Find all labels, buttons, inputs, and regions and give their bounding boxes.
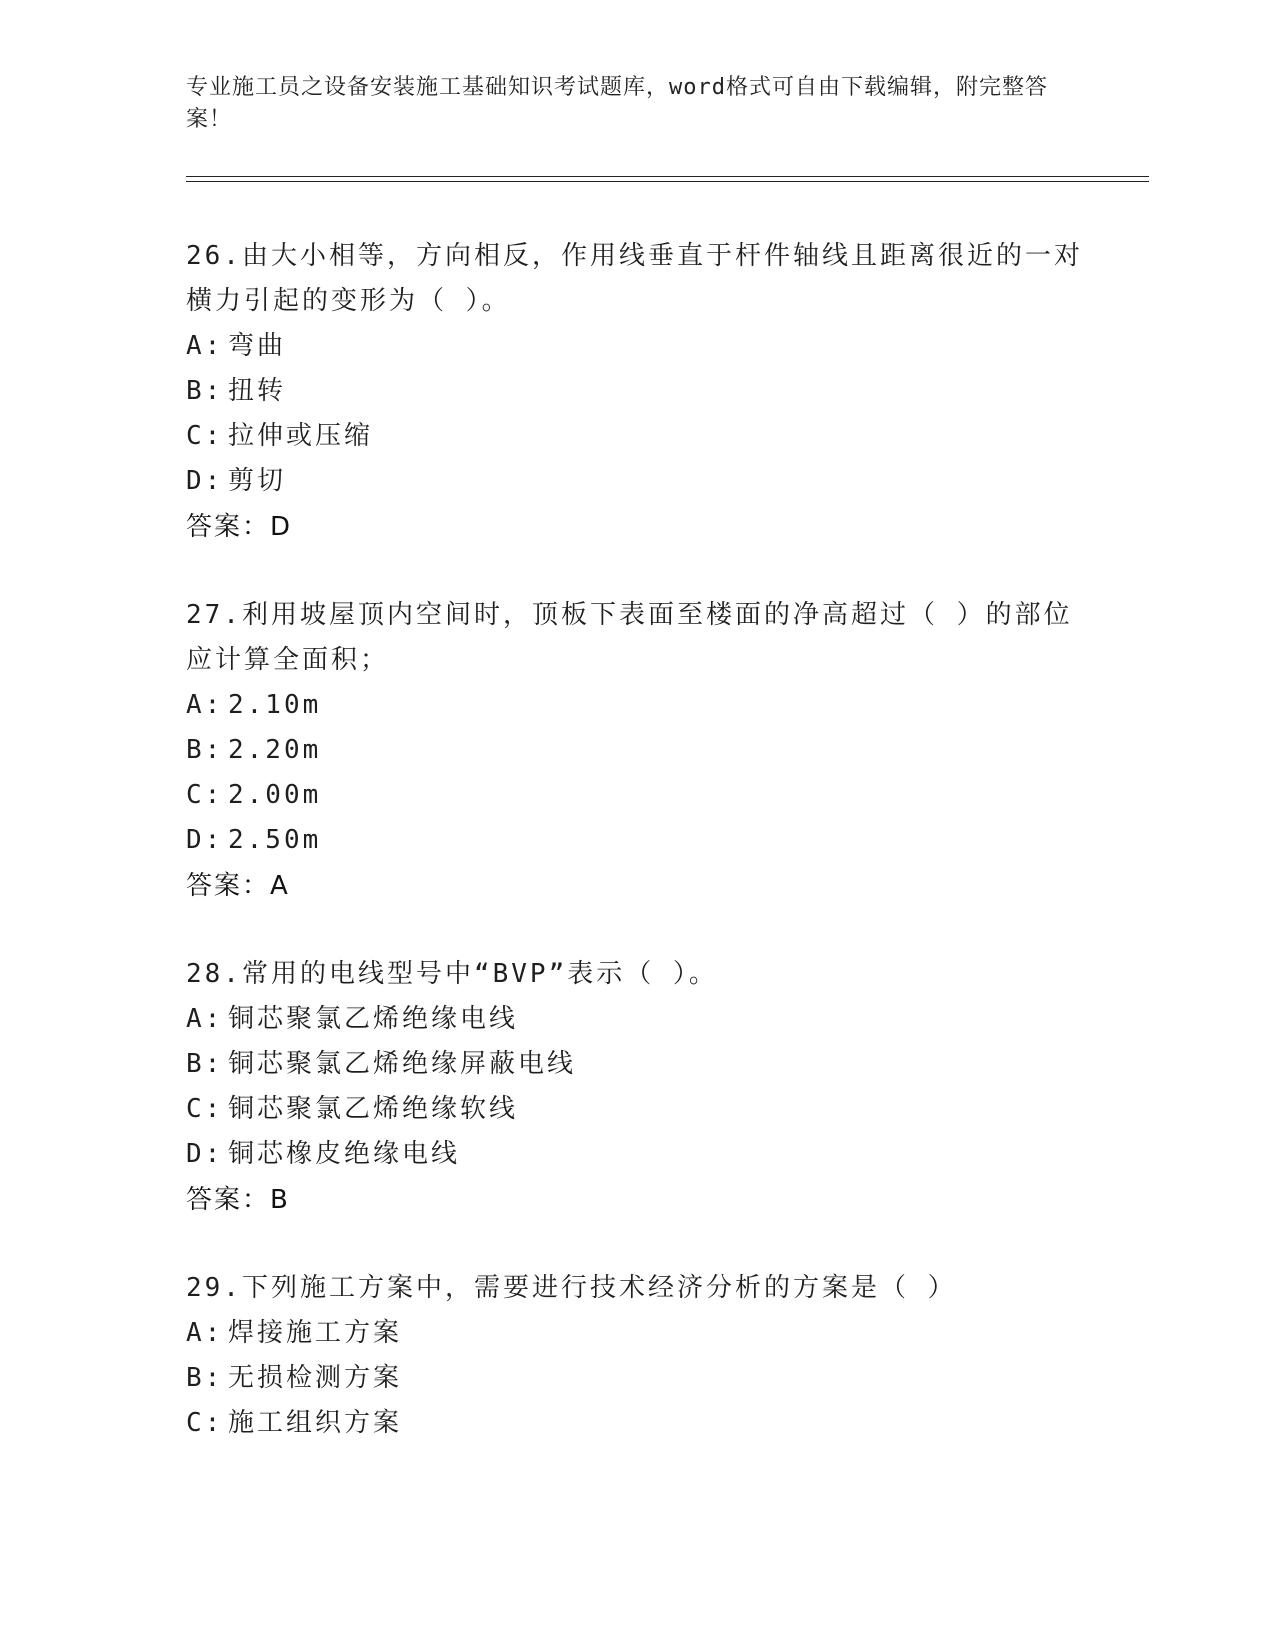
option-a [186,324,1086,369]
option-text: 铜芯聚氯乙烯绝缘软线 [228,1094,519,1124]
option-c [186,414,1086,459]
option-c [186,1401,1086,1446]
option-letter: C: [186,780,224,810]
option-d [186,459,1086,504]
answer-line: 答案：D [186,512,293,542]
header-divider-top [186,176,1149,177]
option-letter: B: [186,376,224,406]
answer-line: 答案：A [186,871,290,901]
option-letter: A: [186,1318,224,1348]
question-29 [186,1266,1086,1446]
option-text: 拉伸或压缩 [228,421,374,451]
question-26 [186,234,1086,550]
question-list [186,234,1086,1489]
option-letter: D: [186,466,224,496]
option-text: 铜芯聚氯乙烯绝缘屏蔽电线 [228,1049,577,1079]
option-text: 2.00m [228,780,322,810]
option-d [186,818,1086,863]
option-text: 无损检测方案 [228,1363,403,1393]
option-letter: D: [186,825,224,855]
option-text: 剪切 [228,466,287,496]
question-stem: 27.利用坡屋顶内空间时，顶板下表面至楼面的净高超过（ ）的部位应计算全面积； [186,600,1073,675]
option-letter: A: [186,1004,224,1034]
question-27 [186,593,1086,909]
question-stem: 29.下列施工方案中，需要进行技术经济分析的方案是（ ） [186,1273,957,1303]
option-text: 铜芯聚氯乙烯绝缘电线 [228,1004,519,1034]
answer-line: 答案：B [186,1185,290,1215]
option-letter: B: [186,735,224,765]
option-text: 焊接施工方案 [228,1318,403,1348]
option-text: 扭转 [228,376,287,406]
option-letter: A: [186,690,224,720]
question-stem: 26.由大小相等，方向相反，作用线垂直于杆件轴线且距离很近的一对横力引起的变形为（ ）。 [186,241,1083,316]
question-28 [186,952,1086,1223]
option-b [186,1356,1086,1401]
option-letter: A: [186,331,224,361]
option-b [186,1042,1086,1087]
option-text: 施工组织方案 [228,1408,403,1438]
option-c [186,773,1086,818]
option-text: 2.20m [228,735,322,765]
option-c [186,1087,1086,1132]
option-letter: B: [186,1049,224,1079]
option-letter: C: [186,421,224,451]
option-text: 2.10m [228,690,322,720]
option-d [186,1132,1086,1177]
option-letter: B: [186,1363,224,1393]
question-stem: 28.常用的电线型号中“BVP”表示（ ）。 [186,959,718,989]
header-divider-bottom [186,181,1149,182]
option-text: 弯曲 [228,331,287,361]
option-a [186,683,1086,728]
option-text: 2.50m [228,825,322,855]
option-b [186,728,1086,773]
option-text: 铜芯橡皮绝缘电线 [228,1139,461,1169]
option-b [186,369,1086,414]
option-a [186,1311,1086,1356]
option-letter: C: [186,1408,224,1438]
option-letter: C: [186,1094,224,1124]
option-a [186,997,1086,1042]
option-letter: D: [186,1139,224,1169]
document-header: 专业施工员之设备安装施工基础知识考试题库，word格式可自由下载编辑，附完整答案！ [186,75,1048,132]
